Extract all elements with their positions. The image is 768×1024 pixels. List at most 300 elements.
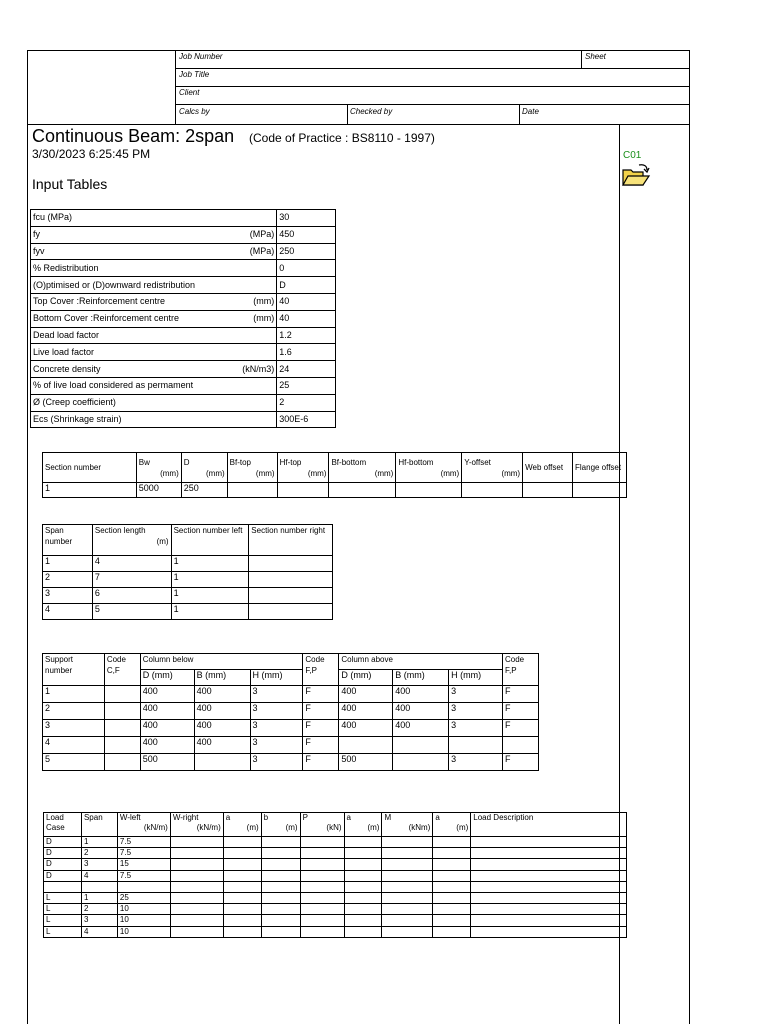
section-header-cell-label: Bw — [138, 457, 150, 467]
table-cell — [194, 754, 250, 771]
table-cell — [104, 737, 140, 754]
section-header-cell — [573, 453, 627, 483]
table-cell — [261, 837, 300, 848]
span-table — [42, 524, 333, 620]
section-header-cell-label: Y-offset — [464, 457, 491, 467]
table-cell: 1 — [43, 483, 137, 498]
table-cell — [300, 881, 344, 892]
table-cell — [300, 870, 344, 881]
table-cell — [433, 904, 471, 915]
table-cell — [223, 915, 261, 926]
table-cell — [573, 483, 627, 498]
table-cell: 3 — [250, 686, 303, 703]
load-header-cell — [117, 813, 170, 837]
table-cell: F — [303, 720, 339, 737]
param-label: (O)ptimised or (D)ownward redistribution — [33, 279, 196, 290]
param-unit: (mm) — [253, 296, 275, 307]
page-border-top — [27, 50, 690, 51]
table-cell: 400 — [140, 686, 194, 703]
table-cell — [170, 859, 223, 870]
span-header-cell — [92, 525, 171, 556]
param-value: D — [277, 277, 336, 294]
table-cell — [382, 881, 433, 892]
param-value: 40 — [277, 293, 336, 310]
section-header-cell-unit: (mm) — [501, 468, 521, 478]
table-cell — [249, 604, 333, 620]
table-cell: F — [502, 720, 538, 737]
checked-by-label: Checked by — [350, 107, 393, 116]
table-cell — [170, 904, 223, 915]
header-bottom-line — [27, 124, 690, 125]
param-unit: (MPa) — [249, 245, 275, 256]
table-cell — [382, 870, 433, 881]
load-header-cell-label: a — [346, 813, 351, 822]
table-cell — [344, 848, 382, 859]
table-cell: F — [502, 703, 538, 720]
table-cell: 3 — [449, 686, 503, 703]
section-header-cell — [136, 453, 181, 483]
table-row — [44, 837, 627, 848]
table-cell — [249, 556, 333, 572]
table-cell: 3 — [250, 737, 303, 754]
table-cell — [223, 881, 261, 892]
table-cell: 400 — [140, 720, 194, 737]
support-subheader-cell: H (mm) — [250, 670, 303, 686]
table-cell — [104, 720, 140, 737]
param-label: fy — [33, 229, 41, 240]
table-cell: 4 — [43, 737, 105, 754]
table-cell: 10 — [117, 926, 170, 937]
table-cell — [344, 837, 382, 848]
header-divider — [581, 50, 582, 68]
table-cell: 1 — [43, 556, 93, 572]
section-header-cell-label: Web offset — [525, 463, 564, 472]
table-cell — [300, 926, 344, 937]
param-value: 1.6 — [277, 344, 336, 361]
param-row — [31, 260, 336, 277]
table-cell: 5 — [92, 604, 171, 620]
param-value: 1.2 — [277, 327, 336, 344]
section-header-cell — [43, 453, 137, 483]
table-cell — [170, 837, 223, 848]
support-header-cell: Code F,P — [502, 654, 538, 686]
table-cell: 400 — [339, 703, 393, 720]
table-cell — [433, 837, 471, 848]
table-cell — [471, 904, 627, 915]
table-row — [44, 904, 627, 915]
table-cell: 1 — [81, 892, 117, 903]
param-label: fyv — [33, 245, 45, 256]
table-cell — [344, 904, 382, 915]
client-label: Client — [179, 88, 200, 97]
table-cell — [471, 926, 627, 937]
span-header-label: Section length — [94, 526, 146, 535]
table-cell: F — [502, 686, 538, 703]
table-cell: F — [303, 703, 339, 720]
section-header-cell-label: Section number — [45, 463, 102, 472]
table-cell: D — [44, 859, 82, 870]
table-cell: 400 — [393, 686, 449, 703]
load-header-cell-unit: (kN/m) — [143, 823, 168, 832]
table-cell — [223, 848, 261, 859]
param-label-cell — [31, 210, 277, 227]
table-row — [44, 870, 627, 881]
table-cell — [471, 915, 627, 926]
table-cell — [393, 737, 449, 754]
param-value: 250 — [277, 243, 336, 260]
table-cell: D — [44, 837, 82, 848]
param-value: 450 — [277, 226, 336, 243]
table-cell — [300, 848, 344, 859]
parameters-table — [30, 209, 336, 428]
table-cell — [382, 892, 433, 903]
job-title-label: Job Title — [179, 70, 210, 79]
date-label: Date — [522, 107, 539, 116]
table-cell: 3 — [81, 915, 117, 926]
table-cell: 1 — [171, 588, 249, 604]
load-header-cell — [382, 813, 433, 837]
table-cell — [433, 870, 471, 881]
table-cell: 500 — [339, 754, 393, 771]
param-row — [31, 226, 336, 243]
table-cell: F — [502, 754, 538, 771]
table-row — [43, 720, 539, 737]
param-row — [31, 327, 336, 344]
table-cell — [261, 915, 300, 926]
table-cell: 7 — [92, 572, 171, 588]
table-cell — [261, 870, 300, 881]
table-cell: 400 — [194, 703, 250, 720]
support-header-cell: Code F,P — [303, 654, 339, 686]
param-label-cell — [31, 377, 277, 394]
param-value: 24 — [277, 361, 336, 378]
table-cell — [471, 837, 627, 848]
load-header-cell-label: P — [302, 813, 308, 822]
load-header-cell — [81, 813, 117, 837]
table-row — [43, 483, 627, 498]
table-cell — [223, 892, 261, 903]
header-divider — [347, 104, 348, 124]
param-label-cell — [31, 226, 277, 243]
load-header-cell-label: Load Case — [46, 813, 65, 832]
table-cell: 1 — [171, 572, 249, 588]
table-row — [43, 686, 539, 703]
table-row — [44, 859, 627, 870]
table-cell — [277, 483, 329, 498]
table-cell — [223, 904, 261, 915]
header-row-line — [175, 86, 690, 87]
table-cell: L — [44, 926, 82, 937]
param-label-cell — [31, 293, 277, 310]
table-cell — [249, 572, 333, 588]
load-header-cell — [344, 813, 382, 837]
table-cell: 400 — [339, 686, 393, 703]
table-cell — [382, 926, 433, 937]
table-cell: L — [44, 915, 82, 926]
table-cell — [223, 859, 261, 870]
param-row — [31, 377, 336, 394]
table-cell — [502, 737, 538, 754]
header-divider — [175, 50, 176, 124]
table-cell: 1 — [171, 556, 249, 572]
param-row — [31, 310, 336, 327]
span-header-row — [43, 525, 333, 556]
table-row — [43, 588, 333, 604]
section-header-cell — [277, 453, 329, 483]
table-cell: 3 — [81, 859, 117, 870]
load-header-cell-unit: (kN/m) — [196, 823, 221, 832]
param-label: % of live load considered as permament — [33, 380, 194, 391]
table-cell: 3 — [449, 720, 503, 737]
param-label: Dead load factor — [33, 329, 100, 340]
load-header-cell-label: Load Description — [473, 813, 534, 822]
table-cell — [223, 926, 261, 937]
section-header-cell-unit: (mm) — [255, 468, 275, 478]
table-cell — [433, 881, 471, 892]
table-row — [43, 754, 539, 771]
table-cell: 1 — [171, 604, 249, 620]
load-header-cell — [261, 813, 300, 837]
table-cell — [44, 881, 82, 892]
section-header-cell-unit: (mm) — [440, 468, 460, 478]
table-cell — [433, 848, 471, 859]
table-cell — [170, 892, 223, 903]
load-header-cell — [44, 813, 82, 837]
table-cell: 400 — [194, 737, 250, 754]
param-label: % Redistribution — [33, 262, 99, 273]
load-header-cell — [300, 813, 344, 837]
open-folder-icon[interactable] — [621, 163, 651, 192]
table-cell: 10 — [117, 904, 170, 915]
table-cell — [300, 915, 344, 926]
section-header-cell — [181, 453, 227, 483]
page-border-right — [689, 50, 690, 1024]
table-cell — [227, 483, 277, 498]
table-cell — [81, 881, 117, 892]
span-header-unit: (m) — [156, 537, 169, 546]
section-header-cell — [227, 453, 277, 483]
table-cell: 400 — [393, 720, 449, 737]
span-header-cell: Section number left — [171, 525, 249, 556]
load-header-cell-unit: (kN) — [326, 823, 342, 832]
param-label: Top Cover :Reinforcement centre — [33, 296, 166, 307]
support-table — [42, 653, 539, 771]
table-cell — [396, 483, 462, 498]
table-cell: 3 — [449, 703, 503, 720]
param-label: Ø (Creep coefficient) — [33, 397, 116, 408]
table-cell — [344, 892, 382, 903]
table-cell — [449, 737, 503, 754]
param-value: 300E-6 — [277, 411, 336, 428]
table-cell — [261, 892, 300, 903]
table-cell: 25 — [117, 892, 170, 903]
load-header-cell-label: b — [263, 813, 269, 822]
param-label-cell — [31, 344, 277, 361]
table-cell: 3 — [43, 588, 93, 604]
load-header-row — [44, 813, 627, 837]
param-value: 30 — [277, 210, 336, 227]
table-cell: 4 — [81, 870, 117, 881]
support-subheader-cell: D (mm) — [339, 670, 393, 686]
load-header-cell-label: a — [435, 813, 440, 822]
table-cell — [300, 859, 344, 870]
table-cell: 5 — [43, 754, 105, 771]
header-row-line — [175, 104, 690, 105]
section-header-cell — [462, 453, 523, 483]
table-cell: 10 — [117, 915, 170, 926]
table-cell — [523, 483, 573, 498]
section-header-cell-label: Bf-bottom — [331, 457, 367, 467]
table-cell — [382, 859, 433, 870]
span-header-cell: Section number right — [249, 525, 333, 556]
table-cell: 2 — [81, 848, 117, 859]
table-cell — [382, 915, 433, 926]
table-cell: 3 — [449, 754, 503, 771]
table-row — [43, 556, 333, 572]
job-number-label: Job Number — [179, 52, 223, 61]
section-header-cell-label: Hf-bottom — [398, 457, 434, 467]
table-cell: 2 — [43, 703, 105, 720]
param-value: 0 — [277, 260, 336, 277]
table-cell — [382, 904, 433, 915]
table-cell: 400 — [140, 737, 194, 754]
param-label: Concrete density — [33, 363, 101, 374]
table-cell: 2 — [81, 904, 117, 915]
support-header-cell: Code C,F — [104, 654, 140, 686]
table-cell — [471, 848, 627, 859]
support-subheader-cell: D (mm) — [140, 670, 194, 686]
support-header-cell: Column below — [140, 654, 303, 670]
table-cell: F — [303, 737, 339, 754]
load-header-cell-unit: (m) — [367, 823, 380, 832]
table-cell — [223, 837, 261, 848]
support-header-cell: Support number — [43, 654, 105, 686]
param-unit: (kN/m3) — [242, 363, 275, 374]
table-cell — [223, 870, 261, 881]
table-cell — [433, 926, 471, 937]
section-header-cell — [523, 453, 573, 483]
timestamp: 3/30/2023 6:25:45 PM — [32, 147, 151, 161]
table-cell — [261, 904, 300, 915]
table-cell — [471, 870, 627, 881]
load-header-cell — [433, 813, 471, 837]
table-cell — [261, 926, 300, 937]
table-cell — [471, 881, 627, 892]
table-cell — [104, 703, 140, 720]
section-header-cell-unit: (mm) — [307, 468, 327, 478]
table-cell — [344, 859, 382, 870]
param-label: Live load factor — [33, 346, 95, 357]
table-cell — [329, 483, 396, 498]
table-row — [44, 881, 627, 892]
load-header-cell-label: M — [384, 813, 392, 822]
span-header-cell: Span number — [43, 525, 93, 556]
table-cell: 7.5 — [117, 870, 170, 881]
table-cell: 6 — [92, 588, 171, 604]
param-label: Bottom Cover :Reinforcement centre — [33, 313, 180, 324]
table-cell — [382, 837, 433, 848]
table-cell: 400 — [194, 720, 250, 737]
table-cell: 400 — [194, 686, 250, 703]
table-row — [44, 848, 627, 859]
table-cell: 7.5 — [117, 848, 170, 859]
load-header-cell — [471, 813, 627, 837]
section-table — [42, 452, 627, 498]
section-header-cell-label: Bf-top — [229, 457, 251, 467]
table-cell: F — [303, 754, 339, 771]
param-row — [31, 210, 336, 227]
calcs-by-label: Calcs by — [179, 107, 210, 116]
table-cell: 1 — [43, 686, 105, 703]
table-cell: 3 — [250, 720, 303, 737]
section-heading: Input Tables — [32, 176, 108, 192]
support-subheader-cell: H (mm) — [449, 670, 503, 686]
param-label-cell — [31, 361, 277, 378]
code-of-practice: (Code of Practice : BS8110 - 1997) — [249, 131, 435, 145]
table-cell: 4 — [81, 926, 117, 937]
param-row — [31, 243, 336, 260]
table-cell — [170, 915, 223, 926]
support-subheader-cell: B (mm) — [393, 670, 449, 686]
load-header-cell — [170, 813, 223, 837]
table-cell — [300, 837, 344, 848]
section-header-cell-label: D — [183, 457, 190, 467]
param-value: 2 — [277, 394, 336, 411]
param-row — [31, 361, 336, 378]
table-cell: 3 — [43, 720, 105, 737]
load-header-cell-label: W-right — [172, 813, 199, 822]
table-cell — [170, 881, 223, 892]
table-cell — [433, 859, 471, 870]
table-cell: 250 — [181, 483, 227, 498]
table-cell: 3 — [250, 703, 303, 720]
load-header-cell-unit: (m) — [246, 823, 259, 832]
param-row — [31, 293, 336, 310]
param-label-cell — [31, 260, 277, 277]
table-cell: 400 — [393, 703, 449, 720]
load-header-cell-unit: (m) — [285, 823, 298, 832]
param-unit: (MPa) — [249, 229, 275, 240]
param-row — [31, 277, 336, 294]
table-cell: 1 — [81, 837, 117, 848]
load-header-cell-label: Span — [83, 813, 103, 822]
param-row — [31, 394, 336, 411]
section-header-cell — [396, 453, 462, 483]
tag-label: C01 — [623, 150, 642, 161]
table-row — [44, 926, 627, 937]
load-header-cell-label: a — [225, 813, 231, 822]
table-cell: 2 — [43, 572, 93, 588]
param-label-cell — [31, 310, 277, 327]
table-cell — [382, 848, 433, 859]
table-cell — [462, 483, 523, 498]
section-header-cell-unit: (mm) — [374, 468, 394, 478]
table-cell — [344, 926, 382, 937]
param-value: 40 — [277, 310, 336, 327]
param-label: Ecs (Shrinkage strain) — [33, 413, 122, 424]
param-value: 25 — [277, 377, 336, 394]
table-cell — [344, 881, 382, 892]
header-divider — [519, 104, 520, 124]
table-cell — [433, 892, 471, 903]
table-cell: 5000 — [136, 483, 181, 498]
param-label: fcu (MPa) — [33, 212, 73, 223]
table-cell — [249, 588, 333, 604]
param-unit: (mm) — [253, 313, 275, 324]
table-cell — [117, 881, 170, 892]
section-header-cell-unit: (mm) — [206, 468, 225, 478]
load-header-cell-unit: (kNm) — [408, 823, 431, 832]
